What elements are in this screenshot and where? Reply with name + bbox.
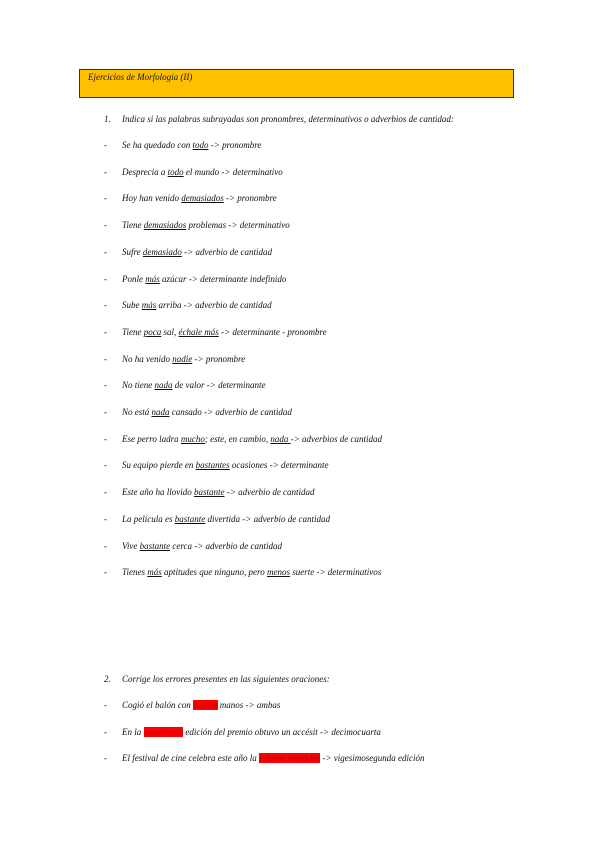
underlined-word: bastante: [139, 540, 171, 551]
section1-item: [104, 434, 382, 444]
item-text: Hoy han venido: [122, 193, 182, 204]
list-dash: -: [104, 326, 107, 337]
item-text: -> adverbio de cantidad: [181, 246, 272, 257]
section1-number: 1.: [104, 114, 111, 124]
underlined-word: más: [141, 300, 157, 311]
underlined-word: mucho: [180, 433, 205, 444]
section1-item: [104, 541, 282, 551]
list-dash: -: [104, 487, 107, 498]
underlined-word: bastante: [194, 487, 225, 498]
item-text: Su equipo pierde en: [122, 460, 196, 471]
list-dash: -: [104, 726, 107, 737]
item-text: -> determinante - pronombre: [218, 326, 327, 337]
item-text: arriba -> adverbio de cantidad: [156, 300, 272, 311]
item-text: manos -> ambas: [217, 700, 281, 710]
underlined-word: bastante: [174, 513, 206, 524]
section1-item: [104, 220, 290, 230]
list-dash: -: [104, 567, 107, 578]
list-dash: -: [104, 753, 107, 763]
section1-item: [104, 193, 277, 203]
underlined-word: poca: [143, 326, 162, 337]
underlined-word: demasiado: [142, 246, 182, 257]
section1-item: [104, 460, 328, 470]
list-dash: -: [104, 166, 107, 177]
list-dash: -: [104, 407, 107, 417]
underlined-word: más: [147, 567, 162, 578]
item-text: Tienes: [122, 567, 148, 578]
list-dash: -: [104, 300, 107, 311]
item-text: Ponle: [122, 273, 146, 284]
section1-item: [104, 407, 292, 417]
item-text: el mundo -> determinativo: [183, 166, 283, 177]
item-text: aptitudes que ninguno, pero: [161, 567, 267, 578]
item-text: Cogió el balón con: [122, 700, 193, 710]
underlined-word: demasiados: [181, 193, 224, 204]
item-text: -> vigesimosegunda edición: [320, 753, 425, 763]
item-text: En la: [122, 726, 144, 737]
list-dash: -: [104, 380, 107, 391]
underlined-word: demasiados: [143, 220, 187, 231]
list-dash: -: [104, 700, 107, 710]
item-text: -> pronombre: [192, 353, 246, 364]
section1-item: [104, 514, 330, 524]
item-text: No tiene: [122, 380, 155, 391]
title-banner: [79, 69, 514, 98]
section1-item: [104, 274, 286, 284]
underlined-word: bastantes: [195, 460, 230, 471]
list-dash: -: [104, 540, 107, 551]
list-dash: -: [104, 220, 107, 231]
item-text: edición del premio obtuvo un accésit -> decimocuarta: [183, 726, 381, 737]
item-text: sal,: [161, 326, 179, 337]
item-text: cansado -> adverbio de cantidad: [169, 407, 292, 417]
section1-item: [104, 300, 272, 310]
page-title: Ejercicios de Morfología (II): [88, 72, 193, 82]
list-dash: -: [104, 140, 107, 150]
underlined-word: todo: [192, 140, 209, 150]
item-text: -> adverbios de cantidad: [290, 433, 382, 444]
item-text: No está: [122, 407, 152, 417]
list-dash: -: [104, 433, 107, 444]
section1-item: [104, 140, 261, 150]
section1-item: [104, 167, 283, 177]
item-text: cerca -> adverbio de cantidad: [170, 540, 283, 551]
list-dash: -: [104, 246, 107, 257]
section2-instruction: Corrige los errores presentes en las siguientes oraciones:: [122, 674, 330, 684]
section1-item: [104, 487, 315, 497]
section1-item: [104, 380, 266, 390]
list-dash: -: [104, 193, 107, 204]
section1-item: [104, 247, 272, 257]
highlighted-error: sendas: [193, 700, 218, 710]
underlined-word: nada: [154, 380, 173, 391]
item-text: divertida -> adverbio de cantidad: [205, 513, 331, 524]
item-text: suerte -> determinativos: [289, 567, 382, 578]
item-text: ocasiones -> determinante: [229, 460, 329, 471]
item-text: Ese perro ladra: [122, 433, 181, 444]
underlined-word: más: [145, 273, 160, 284]
item-text: de valor -> determinante: [172, 380, 266, 391]
underlined-word: menos: [266, 567, 290, 578]
item-text: La película es: [122, 513, 175, 524]
underlined-word: nada: [270, 433, 291, 444]
item-text: -> adverbio de cantidad: [224, 487, 315, 498]
item-text: -> pronombre: [223, 193, 277, 204]
item-text: Vive: [122, 540, 140, 551]
section1-instruction: Indica si las palabras subrayadas son pronombres, determinativos o adverbios de cantidad:: [122, 114, 454, 124]
section1-item: [104, 354, 245, 364]
section2-item: [104, 700, 280, 710]
section2-item: [104, 753, 425, 763]
item-text: azúcar -> determinante indefinido: [159, 273, 287, 284]
item-text: El festival de cine celebra este año la: [122, 753, 259, 763]
underlined-word: todo: [167, 166, 184, 177]
item-text: Desprecia a: [122, 166, 168, 177]
item-text: Se ha quedado con: [122, 140, 193, 150]
underlined-word: nada: [151, 407, 170, 417]
highlighted-error: catorceava: [143, 726, 184, 737]
underlined-word: nadie: [172, 353, 193, 364]
list-dash: -: [104, 460, 107, 471]
section1-item: [104, 567, 381, 577]
list-dash: -: [104, 513, 107, 524]
underlined-word: échale más: [178, 326, 219, 337]
highlighted-error: edición veintidós: [258, 753, 321, 763]
item-text: Sube: [122, 300, 142, 311]
item-text: ; este, en cambio,: [204, 433, 271, 444]
section2-number: 2.: [104, 674, 111, 684]
section2-item: [104, 727, 381, 737]
item-text: -> pronombre: [208, 140, 262, 150]
item-text: Tiene: [122, 326, 144, 337]
list-dash: -: [104, 353, 107, 364]
item-text: Tiene: [122, 220, 144, 231]
item-text: problemas -> determinativo: [186, 220, 290, 231]
item-text: Sufre: [122, 246, 143, 257]
item-text: No ha venido: [122, 353, 173, 364]
list-dash: -: [104, 273, 107, 284]
section1-item: [104, 327, 327, 337]
item-text: Este año ha llovido: [122, 487, 194, 498]
